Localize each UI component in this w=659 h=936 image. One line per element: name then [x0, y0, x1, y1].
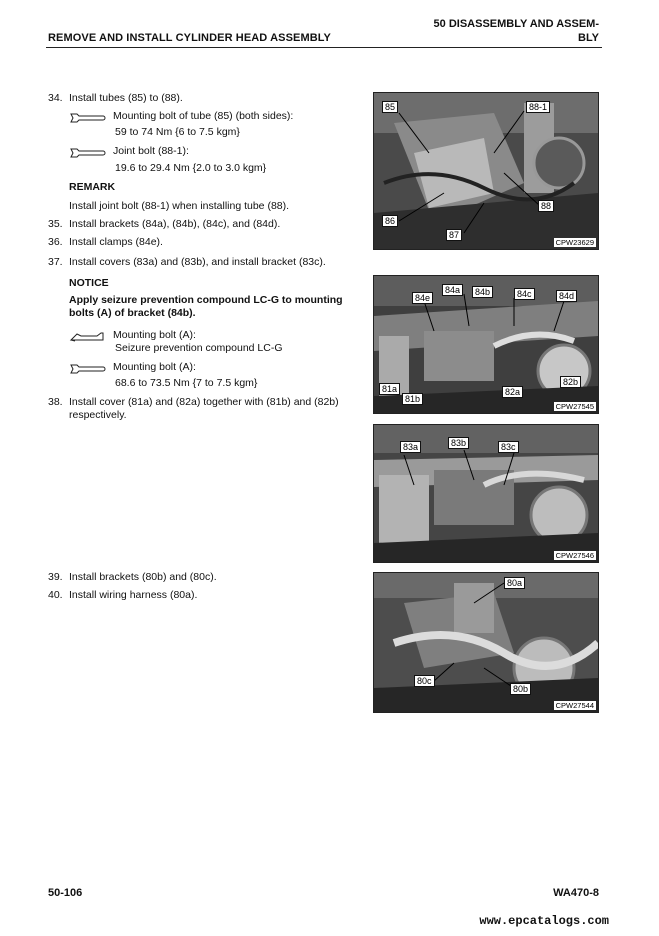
callout-83b: 83b — [448, 437, 469, 449]
step-text: Install covers (83a) and (83b), and install bracket (83c). — [69, 256, 326, 268]
callout-81a: 81a — [379, 383, 400, 395]
wrench-icon — [69, 146, 107, 158]
torque-spec-joint-bolt — [69, 145, 189, 158]
step-text: Install clamps (84e). — [69, 236, 163, 248]
notice-line-1: Apply seizure prevention compound LC-G to mounting — [69, 294, 343, 306]
spec-label: Mounting bolt (A): — [113, 329, 196, 341]
spec-value: Seizure prevention compound LC-G — [115, 342, 283, 354]
step-number: 38. — [48, 396, 63, 408]
figure-harness-photo — [373, 572, 599, 713]
callout-80c: 80c — [414, 675, 435, 687]
chapter-title-line2: BLY — [578, 32, 599, 44]
torque-spec-bracket-bolt — [69, 361, 196, 374]
callout-83c: 83c — [498, 441, 519, 453]
figure-tubes-photo — [373, 92, 599, 250]
website-watermark: www.epcatalogs.com — [479, 914, 609, 928]
callout-82b: 82b — [560, 376, 581, 388]
wrench-icon — [69, 362, 107, 374]
figure-code: CPW27546 — [555, 551, 594, 560]
notice-line-2: bolts (A) of bracket (84b). — [69, 307, 196, 319]
figure-code: CPW27545 — [555, 402, 594, 411]
spec-value: 59 to 74 Nm {6 to 7.5 kgm} — [115, 126, 240, 138]
notice-title: NOTICE — [69, 277, 109, 289]
chapter-title — [434, 17, 599, 45]
step-35 — [48, 218, 280, 231]
step-34 — [48, 92, 183, 105]
figure-code: CPW23629 — [555, 238, 594, 247]
callout-86: 86 — [382, 215, 398, 227]
callout-80a: 80a — [504, 577, 525, 589]
callout-80b: 80b — [510, 683, 531, 695]
step-number: 34. — [48, 92, 63, 104]
header-divider — [46, 47, 602, 48]
chapter-title-line1: 50 DISASSEMBLY AND ASSEM- — [433, 18, 599, 30]
spec-label: Joint bolt (88-1): — [113, 145, 189, 157]
step-38-continued: respectively. — [69, 409, 127, 421]
torque-spec-tube-bolt — [69, 110, 293, 123]
figure-code: CPW27544 — [555, 701, 594, 710]
callout-83a: 83a — [400, 441, 421, 453]
remark-text: Install joint bolt (88-1) when installing tube (88). — [69, 200, 290, 212]
step-text: Install cover (81a) and (82a) together with (81b) and (82b) — [69, 396, 339, 408]
page-number: 50-106 — [48, 887, 83, 899]
callout-84a: 84a — [442, 284, 463, 296]
section-title: REMOVE AND INSTALL CYLINDER HEAD ASSEMBLY — [48, 32, 331, 44]
callout-84b: 84b — [472, 286, 493, 298]
step-number: 40. — [48, 589, 63, 601]
figure-covers-photo — [373, 424, 599, 563]
step-37 — [48, 256, 326, 269]
callout-87: 87 — [446, 229, 462, 241]
step-text: Install tubes (85) to (88). — [69, 92, 183, 104]
wrench-icon — [69, 111, 107, 123]
step-text: Install brackets (80b) and (80c). — [69, 571, 217, 583]
spec-label: Mounting bolt (A): — [113, 361, 196, 373]
spec-value: 68.6 to 73.5 Nm {7 to 7.5 kgm} — [115, 377, 258, 389]
callout-88-1: 88-1 — [526, 101, 550, 113]
compound-spec — [69, 329, 196, 342]
engine-photo — [374, 93, 598, 249]
spec-label: Mounting bolt of tube (85) (both sides): — [113, 110, 294, 122]
spec-value: 19.6 to 29.4 Nm {2.0 to 3.0 kgm} — [115, 162, 267, 174]
step-40 — [48, 589, 197, 602]
callout-84d: 84d — [556, 290, 577, 302]
step-text: Install wiring harness (80a). — [69, 589, 198, 601]
callout-84e: 84e — [412, 292, 433, 304]
step-39 — [48, 571, 217, 584]
callout-82a: 82a — [502, 386, 523, 398]
step-number: 37. — [48, 256, 63, 268]
step-36 — [48, 236, 163, 249]
callout-84c: 84c — [514, 288, 535, 300]
step-text: Install brackets (84a), (84b), (84c), and (84d). — [69, 218, 281, 230]
engine-photo — [374, 573, 598, 712]
remark-title: REMARK — [69, 181, 116, 193]
step-number: 35. — [48, 218, 63, 230]
model-number: WA470-8 — [553, 887, 599, 899]
callout-85: 85 — [382, 101, 398, 113]
callout-81b: 81b — [402, 393, 423, 405]
step-38 — [48, 396, 339, 409]
grease-tube-icon — [69, 330, 107, 342]
step-number: 39. — [48, 571, 63, 583]
step-number: 36. — [48, 236, 63, 248]
callout-88: 88 — [538, 200, 554, 212]
figure-brackets-photo — [373, 275, 599, 414]
